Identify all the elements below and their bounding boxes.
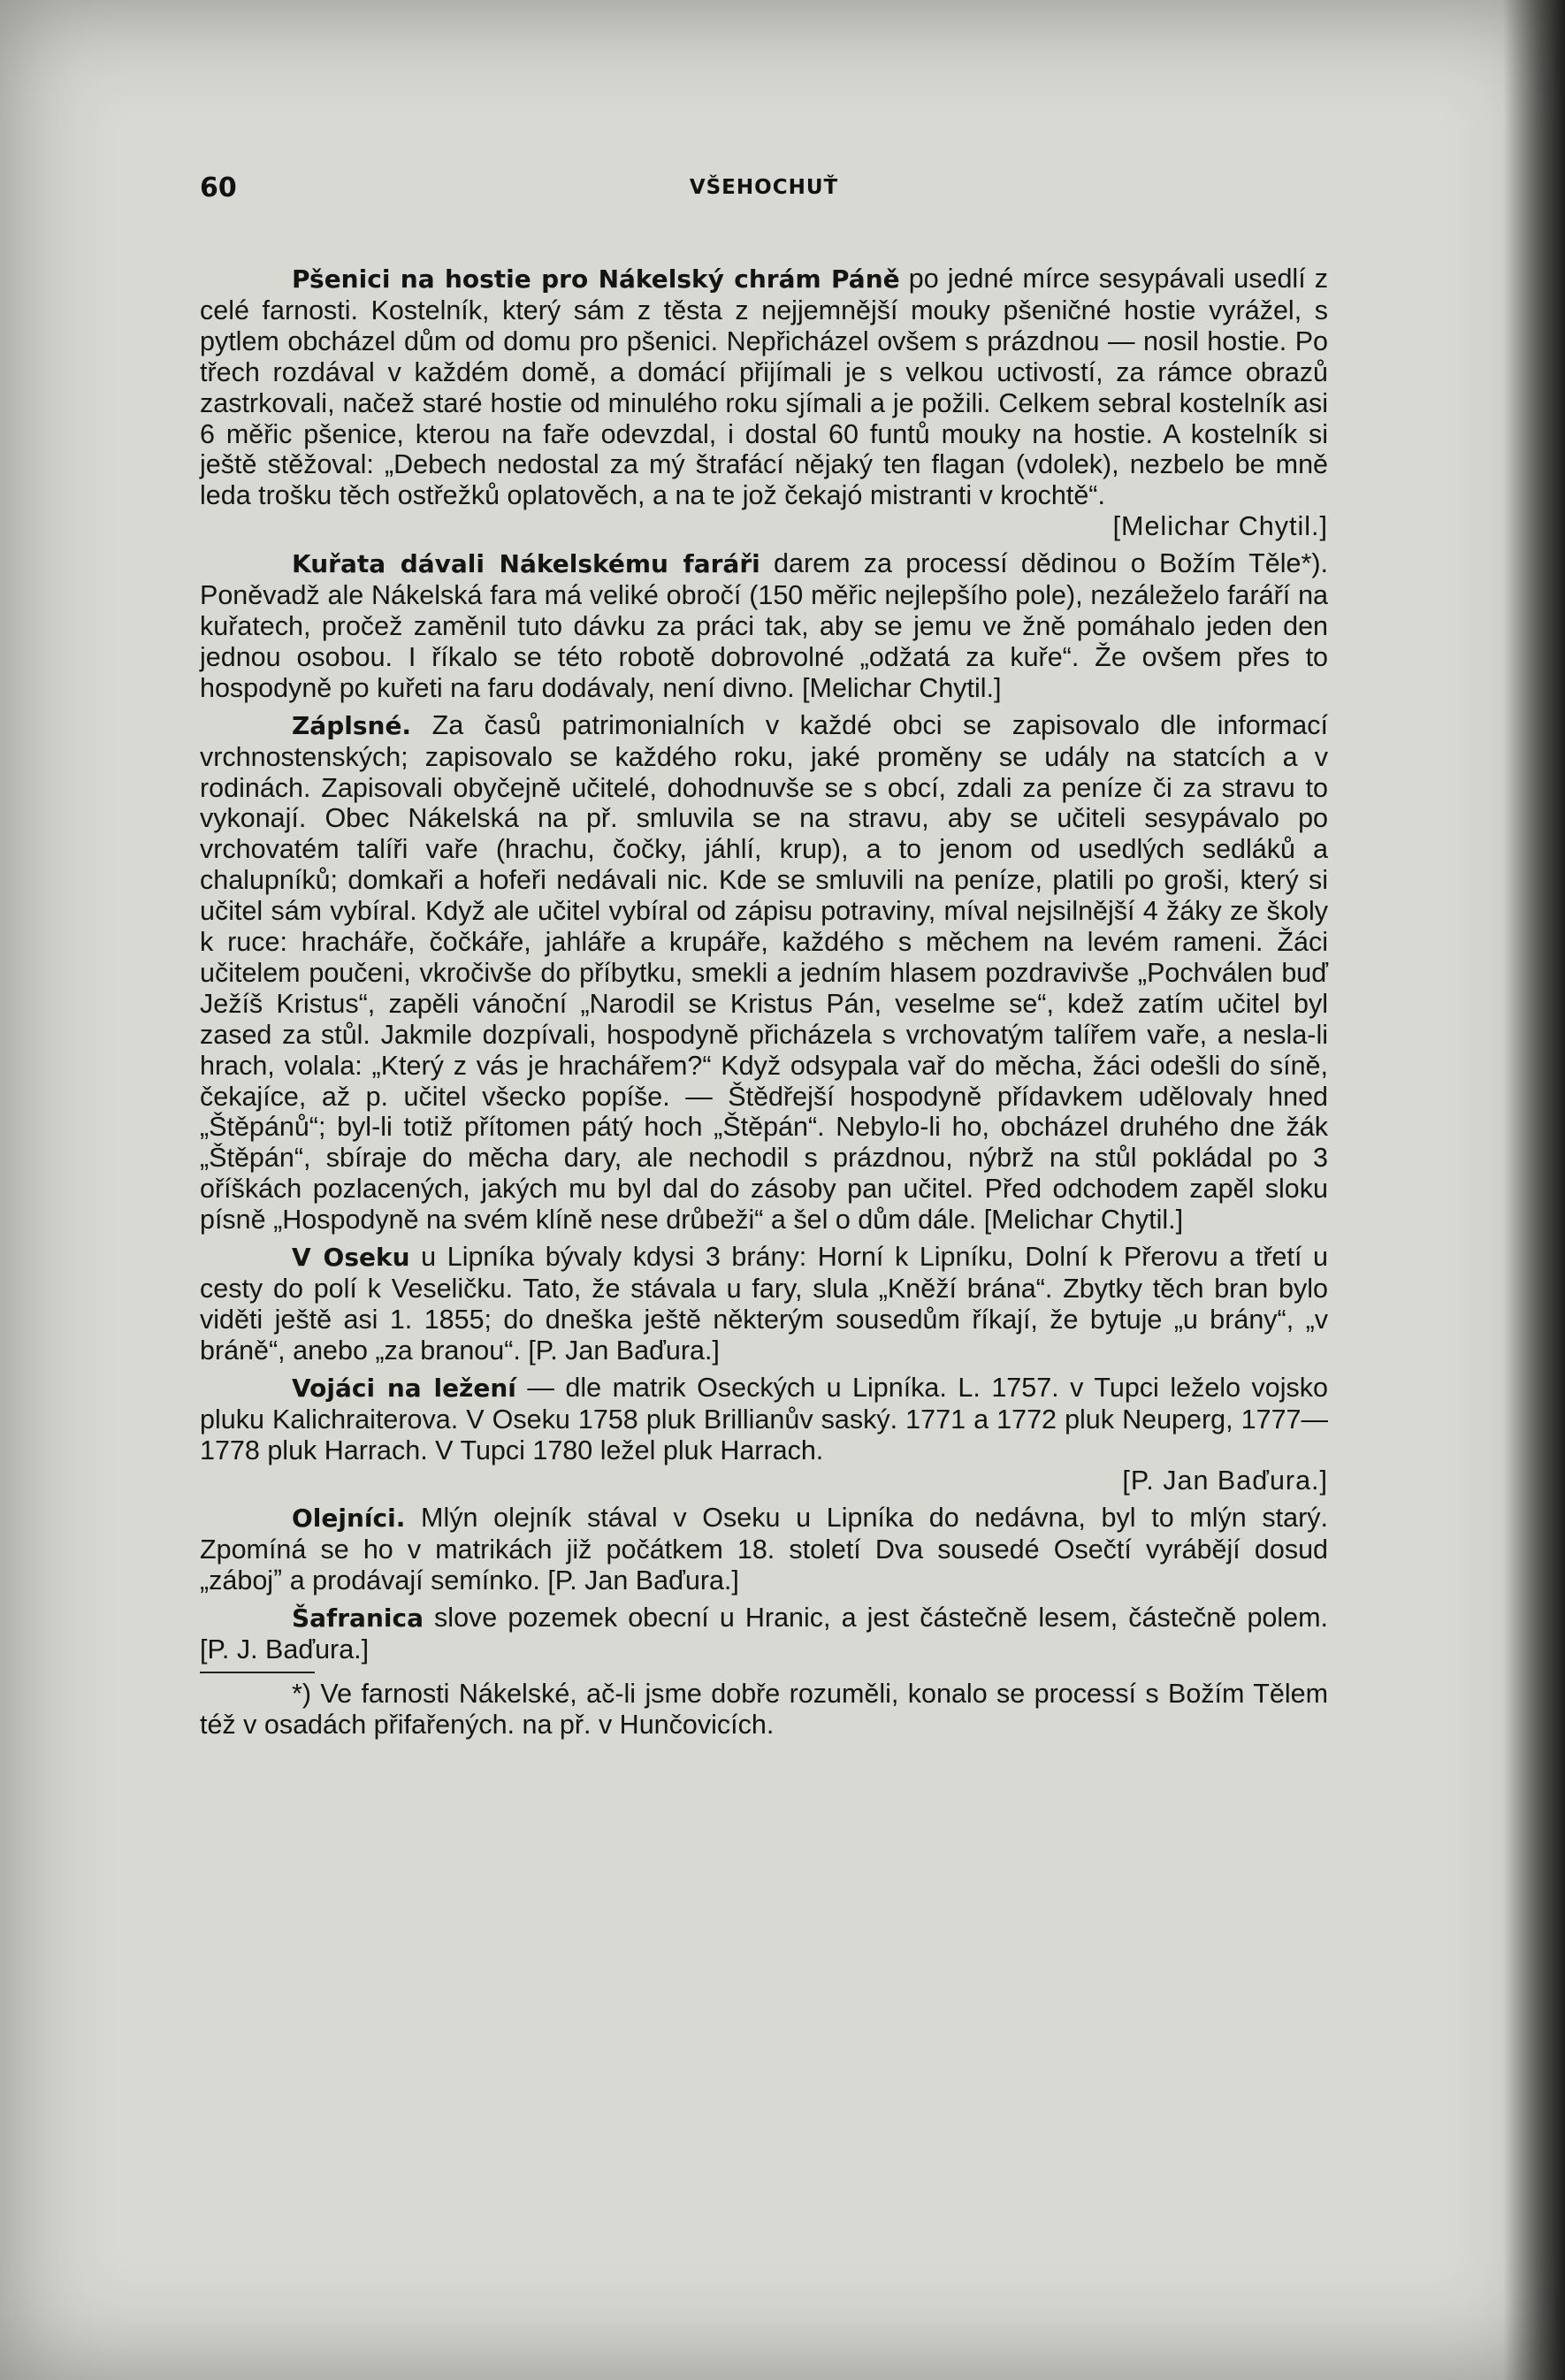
entry-heading: Pšenici na hostie pro Nákelský chrám Páně — [292, 264, 900, 294]
entry-signature: [P. Jan Baďura.] — [1122, 1465, 1328, 1496]
footnote-divider — [200, 1672, 315, 1673]
entry-safranica — [200, 1603, 1328, 1665]
footnote — [200, 1679, 1328, 1741]
entry-signature: [P. Jan Baďura.] — [528, 1335, 720, 1366]
entry-chickens — [200, 548, 1328, 704]
page-shadow-edge — [1503, 0, 1565, 2380]
page-header — [200, 172, 1328, 208]
running-title: VŠEHOCHUŤ — [689, 176, 839, 199]
entry-body: po jedné mírce sesypávali usedlí z celé farnosti. Kostelník, který sám z těsta z nejjemnější mouky pšeničné hostie vyrážel, s pytlem obcházel dům od domu pro pšenici. Nepřicházel ovšem s prázdnou — nosil hostie. Po třech rozdával v každém domě, a domácí přijímali je s velkou uctivostí, za rámce obrazů zastrkovali, načež staré hostie od minulého roku sjímali a je požili. Celkem sebral kostelník asi 6 měřic pšenice, kterou na faře odevzdal, i dostal 60 funtů mouky na hostie. A kostelník si ještě stěžoval: „Debech nedostal za mý štrafácí nějaký ten flagan (vdolek), nezbelo be mně leda trošku těch ostřežků oplatověch, a na te jož čekajó mistranti v krochtě“. — [200, 264, 1329, 511]
entry-signature: [Melichar Chytil.] — [1112, 511, 1328, 542]
entry-body: Mlýn olejník stával v Oseku u Lipníka do nedávna, byl to mlýn starý. Zpomíná se ho v matrikách již počátkem 18. století Dva sousedé Osečtí vyrábějí dosud „zábojˮ a prodávají semínko. — [200, 1503, 1328, 1596]
entry-signature: [P. Jan Baďura.] — [547, 1565, 739, 1596]
entry-signature: [P. J. Baďura.] — [200, 1634, 370, 1664]
entry-heading: Kuřata dávali Nákelskému faráři — [292, 549, 760, 579]
footnote-text: *) Ve farnosti Nákelské, ač-li jsme dobře rozuměli, konalo se processí s Božím Tělem též v osadách přifařených. na př. v Hunčovicích. — [200, 1678, 1328, 1740]
body-text — [200, 264, 1328, 1747]
entry-body: u Lipníka bývaly kdysi 3 brány: Horní k Lipníku, Dolní k Přerovu a třetí u cesty do polí k Veseličku. Tato, že stávala u fary, slula „Kněží brána“. Zbytky těch bran bylo viděti ještě asi 1. 1855; do dneška ještě některým sousedům říkají, že bytuje „u brány“, „v bráně“, anebo „za branou“. — [200, 1242, 1328, 1366]
entry-heading: Záplsné. — [292, 710, 412, 740]
entry-signature: [Melichar Chytil.] — [983, 1205, 1184, 1236]
entry-heading: V Oseku — [292, 1243, 410, 1273]
entry-body: Za časů patrimonialních v každé obci se zapisovalo dle informací vrchnostenských; zapisovalo se každého roku, jaké proměny se udály na statcích a v rodinách. Zapisovali obyčejně učitelé, dohodnuvše se s obcí, zdali za peníze či za stravu to vykonají. Obec Nákelská na př. smluvila se na stravu, aby se učiteli sesypávalo po vrchovatém talíři vaře (hrachu, čočky, jáhlí, krup), a to jenom od usedlých sedláků a chalupníků; domkaři a hofeři nedávali nic. Kde se smluvili na peníze, platili po groši, který si učitel sám vybíral. Když ale učitel vybíral od zápisu potraviny, míval nejsilnější 4 žáky ze školy k ruce: hracháře, čočkáře, jahláře a krupáře, každého s měchem na levém rameni. Žáci učitelem poučeni, vkročivše do příbytku, smekli a jedním hlasem pozdravivše „Pochválen buď Ježíš Kristus“, zapěli vánoční „Narodil se Kristus Pán, veselme se“, kdež zatím učitel byl zased za stůl. Jakmile dozpívali, hospodyně přicházela s vrchovatým talířem vaře, a nesla-li hrach, volala: „Který z vás je hrachářem?“ Když odsypala vař do měcha, žáci odešli do síně, čekajíce, až p. učitel všecko popíše. — Štědřejší hospodyně přídavkem udělovaly hned „Štěpánů“; byl-li totiž přítomen pátý hoch „Štěpán“. Nebylo-li ho, obcházel druhého dne žák „Štěpán“, sbíraje do měcha dary, ale nechodil s prázdnou, nýbrž na stůl pokládal po 3 oříškách pozlacených, jakých mu byl dal do zásoby pan učitel. Před odchodem zapěl sloku písně „Hospodyně na svém klíně nese drůbeži“ a šel o dům dále. — [200, 709, 1328, 1236]
entry-soldiers — [200, 1373, 1328, 1497]
entry-heading: Olejníci. — [292, 1504, 406, 1534]
entry-zapisne — [200, 710, 1328, 1236]
entry-body: slove pozemek obecní u Hranic, a jest částečně lesem, částečně polem. — [423, 1603, 1328, 1634]
entry-body: darem za processí dědinou o Božím Těle*). Poněvadž ale Nákelská fara má veliké obročí (150 měřic nejlepšího pole), nezáleželo faráří na kuřatech, pročež zaměnil tuto dávku za práci tak, aby se jemu ve žně pomáhalo jeden den jednou osobou. I říkalo se této robotě dobrovolné „odžatá za kuře“. Že ovšem přes to hospodyně po kuřeti na faru dodávaly, není divno. — [200, 548, 1329, 703]
entry-oil-mill — [200, 1503, 1328, 1596]
entry-wheat-hosts — [200, 264, 1328, 542]
entry-heading: Vojáci na ležení — [292, 1373, 516, 1403]
entry-signature: [Melichar Chytil.] — [802, 672, 1002, 703]
entry-heading: Šafranica — [292, 1603, 424, 1634]
entry-body: — dle matrik Oseckých u Lipníka. L. 1757. v Tupci leželo vojsko pluku Kalichraiterova. V Oseku 1758 pluk Brillianův saský. 1771 a 1772 pluk Neuperg, 1777—1778 pluk Harrach. V Tupci 1780 ležel pluk Harrach. — [200, 1372, 1328, 1465]
page-number: 60 — [200, 172, 237, 203]
entry-osek-gates — [200, 1242, 1328, 1366]
